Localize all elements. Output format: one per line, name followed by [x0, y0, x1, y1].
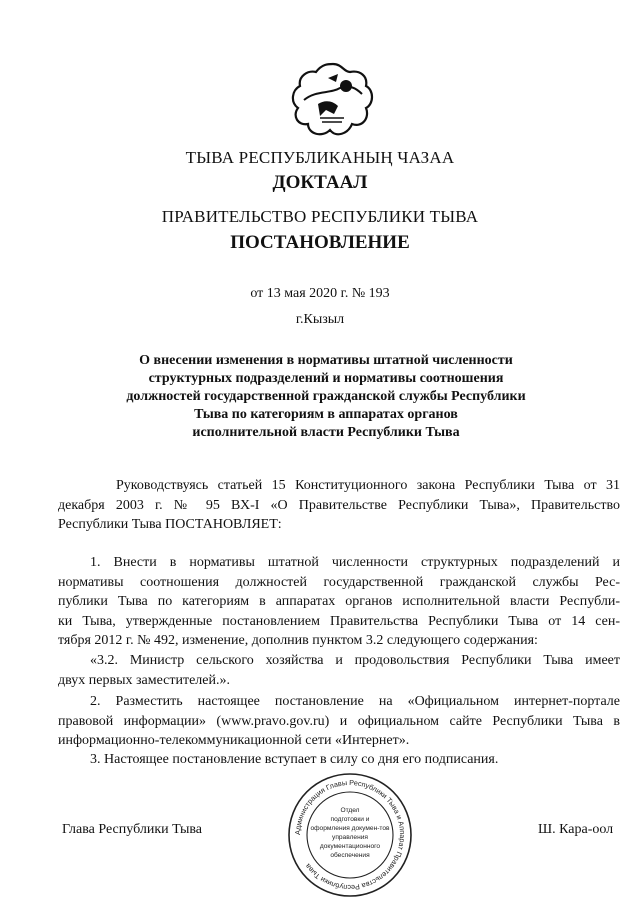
stamp-center-line: оформления докумен-тов	[310, 825, 390, 832]
text-line: Руководствуясь статьей 15 Конституционного закона Республики Тыва от 31	[116, 478, 620, 493]
signatory-position: Глава Республики Тыва	[62, 822, 203, 837]
tuvan-document-type: ДОКТААЛ	[272, 172, 368, 193]
document-type: ПОСТАНОВЛЕНИЕ	[230, 232, 410, 253]
text-line: «3.2. Министр сельского хозяйства и продовольствия Республики Тыва имеет	[90, 653, 620, 668]
document-subject-title	[96, 352, 556, 442]
government-title: ПРАВИТЕЛЬСТВО РЕСПУБЛИКИ ТЫВА	[161, 207, 479, 226]
amendment-quote	[58, 651, 620, 690]
stamp-center-line: подготовки и	[330, 816, 370, 823]
signatory-name: Ш. Кара-оол	[538, 822, 614, 837]
stamp-center-line: обеспечения	[330, 852, 370, 859]
text-line: 1. Внести в нормативы штатной численности структурных подразделений и	[90, 555, 620, 570]
text-line: нормативы соотношения должностей государственной гражданской службы Рес-	[58, 574, 620, 590]
title-line: О внесении изменения в нормативы штатной численности	[139, 353, 513, 368]
stamp-center-line: управления	[332, 834, 368, 841]
republic-emblem-icon	[290, 60, 376, 140]
stamp-center-line: документационного	[319, 843, 381, 850]
document-city: г.Кызыл	[295, 312, 345, 327]
official-stamp	[285, 770, 415, 900]
tuvan-government-title: ТЫВА РЕСПУБЛИКАНЫҢ ЧАЗАА	[185, 148, 455, 167]
text-line: Республики Тыва ПОСТАНОВЛЯЕТ:	[58, 517, 282, 532]
title-line: исполнительной власти Республики Тыва	[192, 425, 460, 440]
title-line: структурных подразделений и нормативы соотношения	[148, 371, 504, 386]
text-line: 3. Настоящее постановление вступает в силу со дня его подписания.	[90, 752, 499, 767]
preamble-paragraph	[58, 476, 620, 535]
text-line: декабря 2003 г. № 95 ВХ-I «О Правительстве Республики Тыва», Правительство	[58, 497, 620, 513]
text-line: тября 2012 г. № 492, изменение, дополнив пунктом 3.2 следующего содержания:	[58, 633, 538, 648]
title-line: Тыва по категориям в аппаратах органов	[194, 407, 458, 422]
text-line: публики Тыва по категориям в аппаратах органов исполнительной власти Республи-	[58, 594, 620, 609]
title-line: должностей государственной гражданской службы Республики	[126, 389, 526, 404]
text-line: информационно-телекоммуникационной сети «Интернет».	[58, 733, 410, 748]
text-line: двух первых заместителей.».	[58, 672, 230, 688]
text-line: 2. Разместить настоящее постановление на «Официальном интернет-портале	[90, 694, 620, 709]
stamp-ring-text: Администрация Главы Республики Тыва и Аппарат Правительства Республики Тыва	[292, 777, 408, 893]
text-line: ки Тыва, утвержденные постановлением Правительства Республики Тыва от 14 сен-	[58, 613, 620, 629]
text-line: правовой информации» (www.pravo.gov.ru) и официальном сайте Республики Тыва в	[58, 713, 620, 729]
item-3-paragraph	[58, 750, 620, 770]
item-1-paragraph	[58, 553, 620, 651]
stamp-center-line: Отдел	[340, 807, 360, 814]
document-date-number: от 13 мая 2020 г. № 193	[250, 286, 390, 301]
item-2-paragraph	[58, 692, 620, 751]
